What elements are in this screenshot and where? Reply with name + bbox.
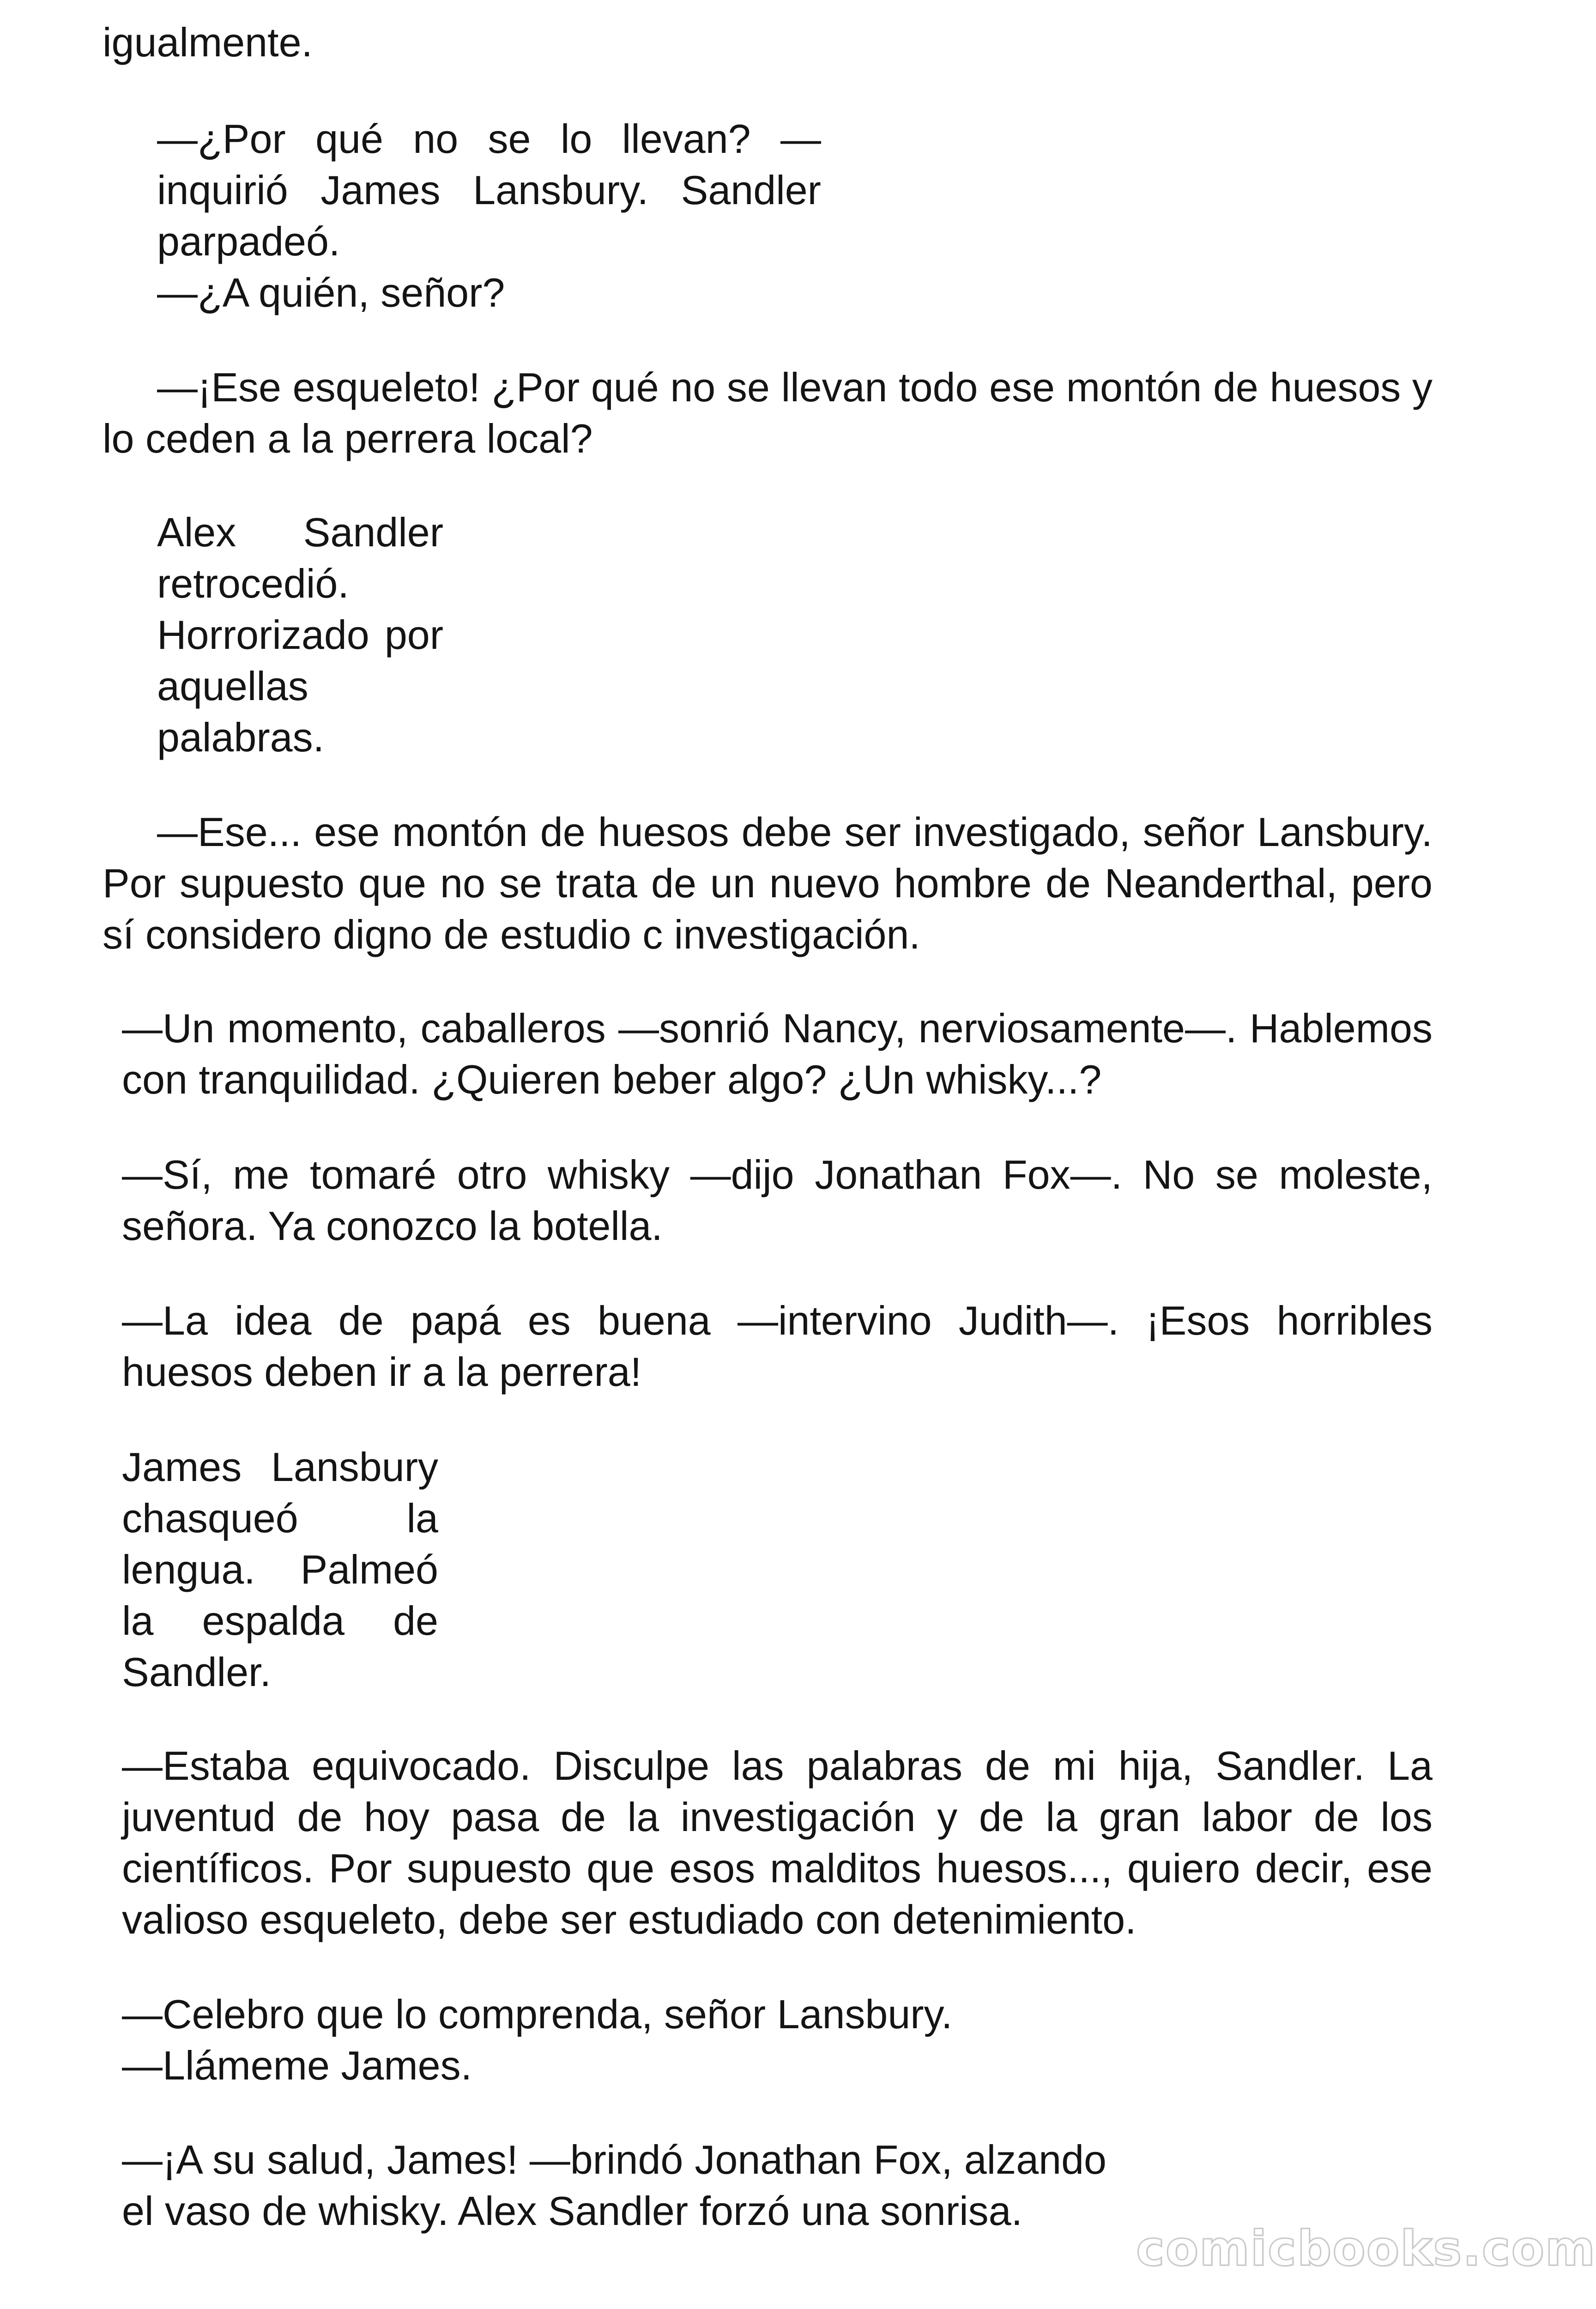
paragraph: —La idea de papá es buena —intervino Judith—. ¡Esos horribles huesos deben ir a la perrera! bbox=[122, 1298, 1433, 1395]
paragraph: —Ese... ese montón de huesos debe ser investigado, señor Lansbury. Por supuesto que no se trata de un nuevo hombre de Neanderthal, pero sí considero digno de estudio c investigación. bbox=[103, 809, 1433, 957]
paragraph: —Un momento, caballeros —sonrió Nancy, nerviosamente—. Hablemos con tranquilidad. ¿Quieren beber algo? ¿Un whisky...? bbox=[122, 1005, 1433, 1102]
paragraph: Alex Sandler retrocedió. Horrorizado por aquellas palabras. bbox=[157, 509, 443, 760]
paragraph: —Llámeme James. bbox=[122, 2043, 472, 2088]
paragraph: —Sí, me tomaré otro whisky —dijo Jonathan Fox—. No se moleste, señora. Ya conozco la botella. bbox=[122, 1152, 1433, 1249]
paragraph: —¿Por qué no se lo llevan? —inquirió James Lansbury. Sandler parpadeó. bbox=[157, 116, 821, 264]
paragraph: —¡A su salud, James! —brindó Jonathan Fox, alzando el vaso de whisky. Alex Sandler forzó una sonrisa. bbox=[122, 2137, 1106, 2234]
paragraph: —¡Ese esqueleto! ¿Por qué no se llevan todo ese montón de huesos y lo ceden a la perrera local? bbox=[103, 364, 1433, 461]
paragraph: James Lansbury chasqueó la lengua. Palmeó la espalda de Sandler. bbox=[122, 1444, 438, 1695]
paragraph: igualmente. bbox=[103, 19, 313, 65]
paragraph: —¿A quién, señor? bbox=[157, 270, 505, 315]
watermark-logo: comicbooks.com bbox=[1136, 2220, 1596, 2277]
paragraph: —Estaba equivocado. Disculpe las palabras de mi hija, Sandler. La juventud de hoy pasa de la investigación y de la gran labor de los científicos. Por supuesto que esos malditos huesos..., quiero decir, ese valioso esqueleto, debe ser estudiado con detenimiento. bbox=[122, 1743, 1433, 1942]
paragraph: —Celebro que lo comprenda, señor Lansbury. bbox=[122, 1991, 953, 2037]
